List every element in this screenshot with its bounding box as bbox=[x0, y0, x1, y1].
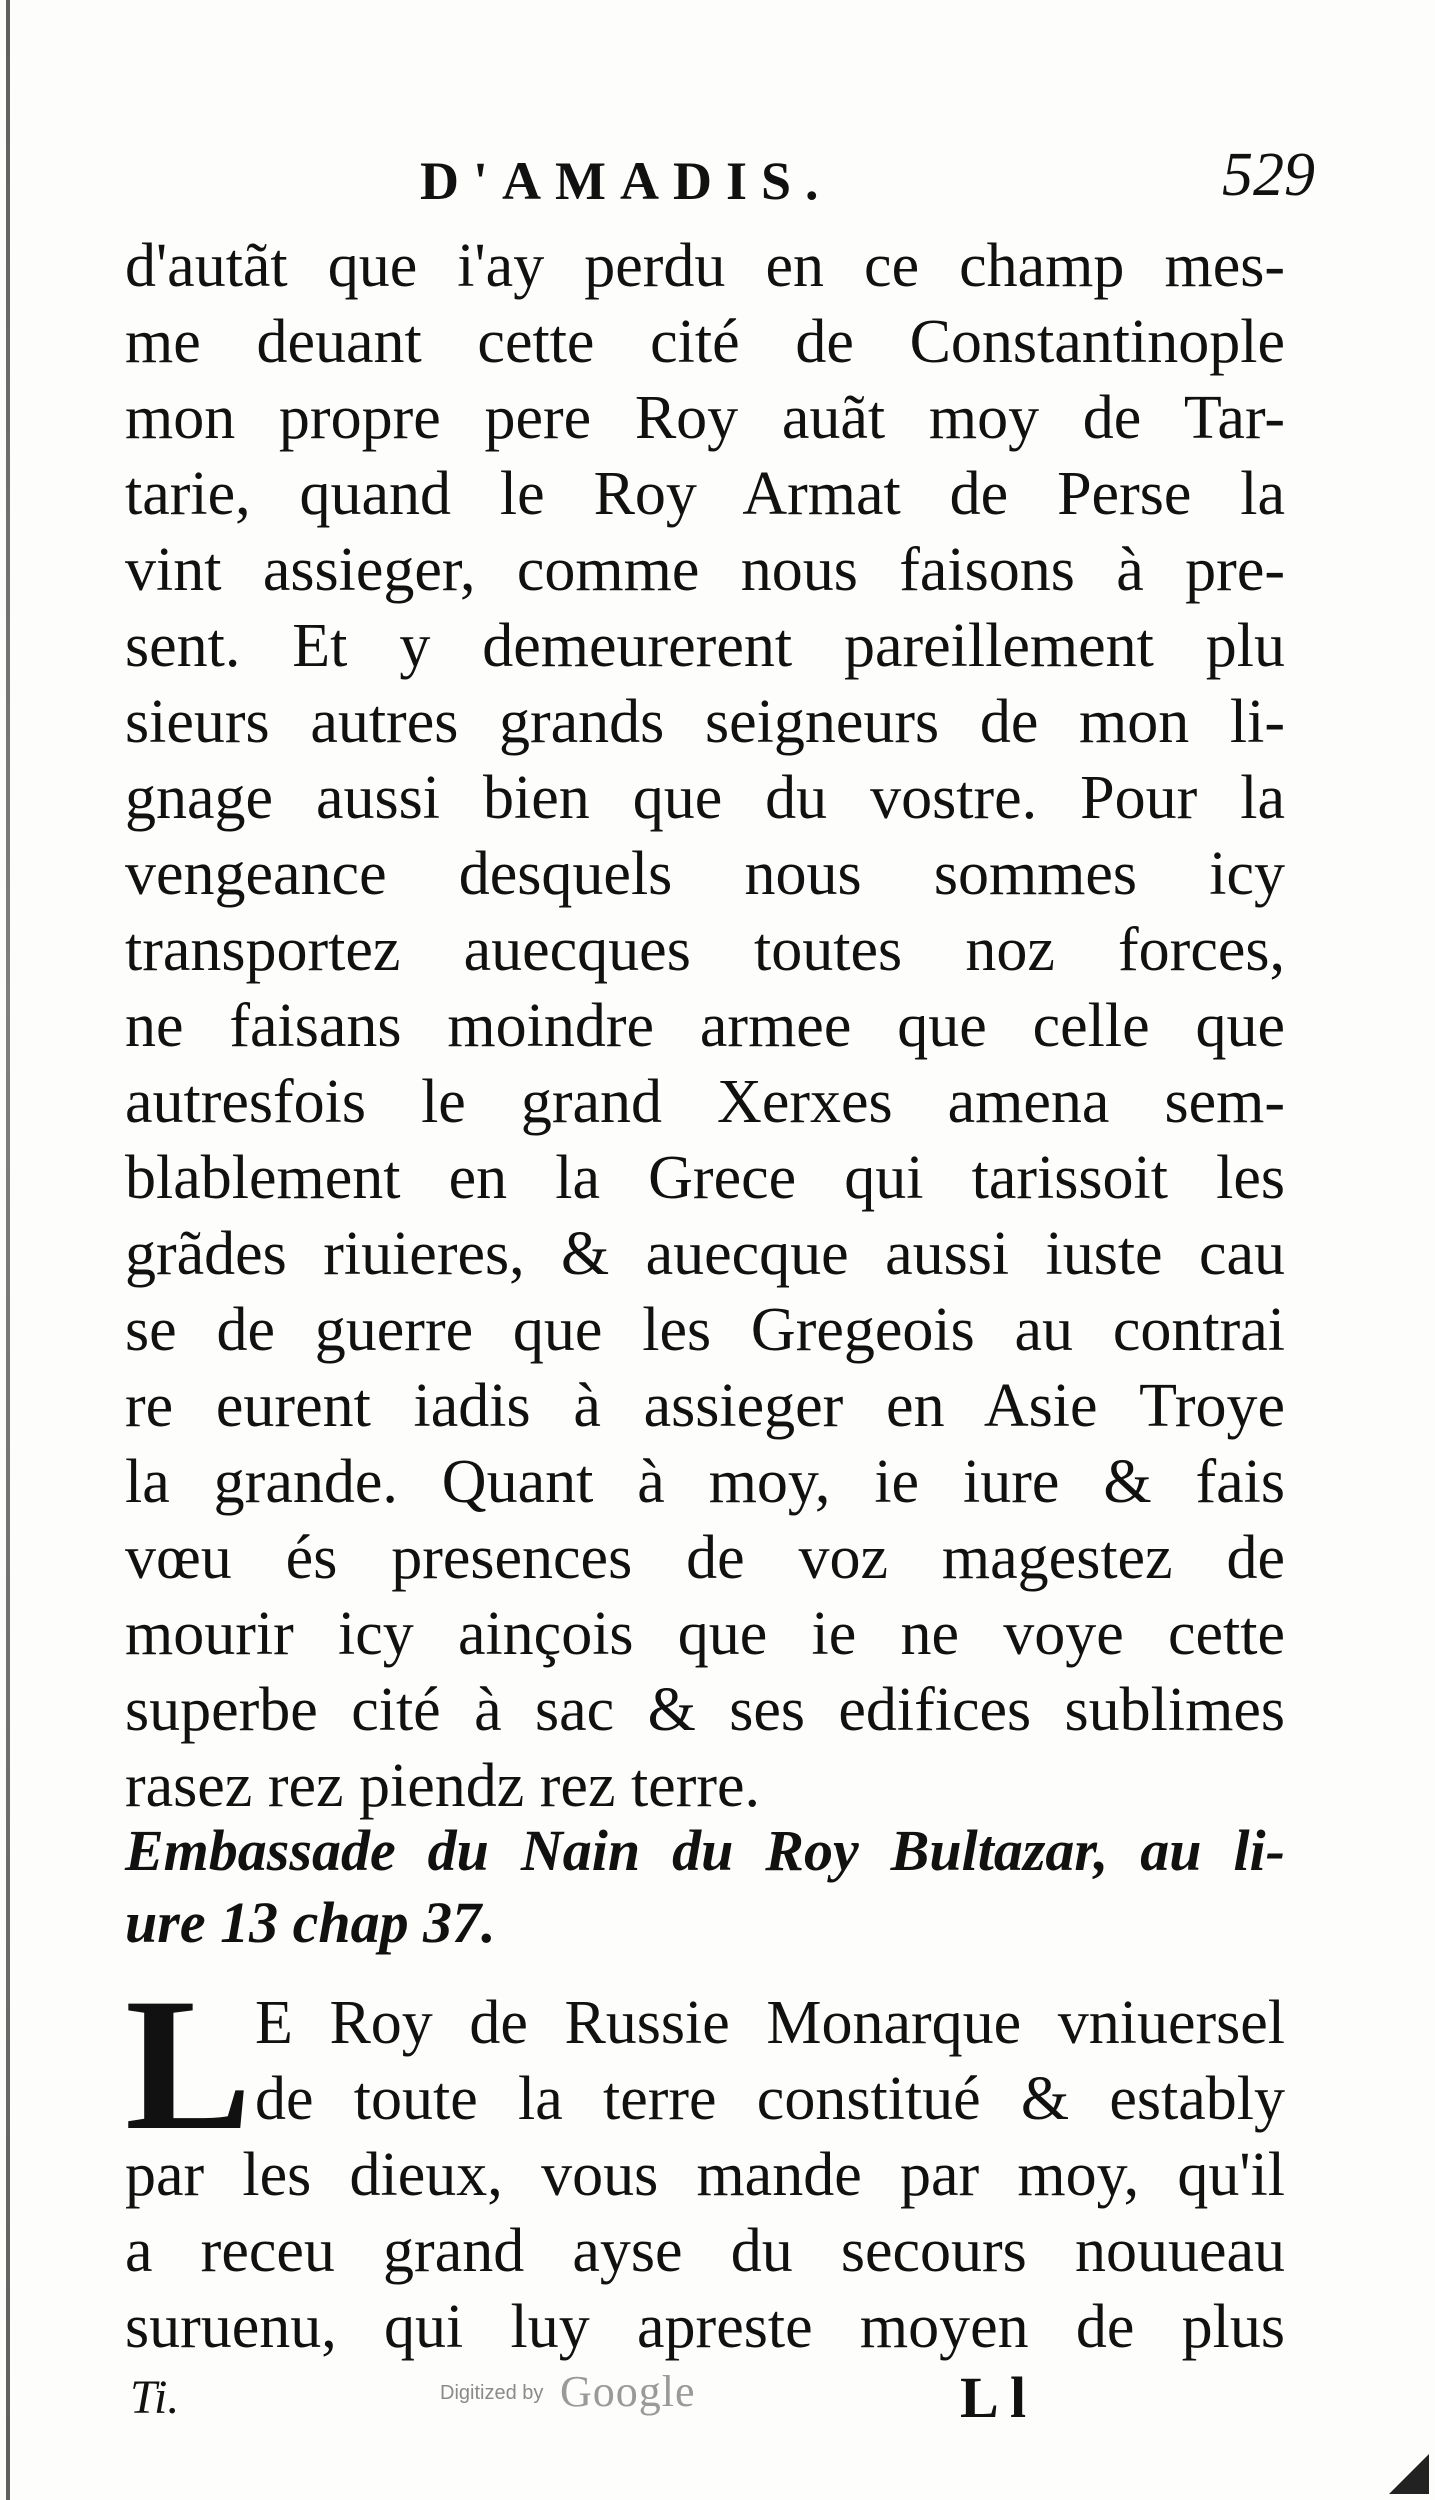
page-binding-edge bbox=[6, 0, 10, 2500]
text-line: re eurent iadis à assieger en Asie Troye bbox=[125, 1372, 1285, 1440]
text-line: la grande. Quant à moy, ie iure & fais bbox=[125, 1448, 1285, 1516]
text-line: vengeance desquels nous sommes icy bbox=[125, 840, 1285, 908]
text-line: autresfois le grand Xerxes amena sem- bbox=[125, 1068, 1285, 1136]
text-line: vœu és presences de voz magestez de bbox=[125, 1524, 1285, 1592]
catchword: Ti. bbox=[130, 2371, 180, 2424]
running-head: D'AMADIS. bbox=[420, 151, 833, 211]
text-line: mon propre pere Roy auãt moy de Tar- bbox=[125, 384, 1285, 452]
text-line: superbe cité à sac & ses edifices sublimes bbox=[125, 1676, 1285, 1744]
text-line: par les dieux, vous mande par moy, qu'il bbox=[125, 2141, 1285, 2209]
text-line: sent. Et y demeurerent pareillement plu bbox=[125, 612, 1285, 680]
digitized-by-label: Digitized by bbox=[440, 2382, 544, 2404]
text-line: d'autãt que i'ay perdu en ce champ mes- bbox=[125, 232, 1285, 300]
page-corner-icon bbox=[1389, 2454, 1429, 2494]
drop-capital: L bbox=[125, 1960, 252, 2170]
text-line: sieurs autres grands seigneurs de mon li- bbox=[125, 688, 1285, 756]
text-line: rasez rez piendz rez terre. bbox=[125, 1752, 761, 1820]
page-header bbox=[120, 141, 1320, 220]
text-line: blablement en la Grece qui tarissoit les bbox=[125, 1144, 1285, 1212]
rubric-line: ure 13 chap 37. bbox=[125, 1890, 496, 1955]
signature-mark: L l bbox=[960, 2365, 1027, 2430]
section-rubric bbox=[125, 1815, 1285, 1959]
rubric-line: Embassade du Nain du Roy Bultazar, au li- bbox=[125, 1818, 1285, 1883]
text-line: ne faisans moindre armee que celle que bbox=[125, 992, 1285, 1060]
google-watermark: Google bbox=[560, 2367, 696, 2416]
body-paragraph bbox=[125, 228, 1285, 1824]
text-line: a receu grand ayse du secours nouueau bbox=[125, 2217, 1285, 2285]
text-line: vint assieger, comme nous faisons à pre- bbox=[125, 536, 1285, 604]
text-line: tarie, quand le Roy Armat de Perse la bbox=[125, 460, 1285, 528]
text-line: se de guerre que les Gregeois au contrai bbox=[125, 1296, 1285, 1364]
text-line: transportez auecques toutes noz forces, bbox=[125, 916, 1285, 984]
page-number: 529 bbox=[1222, 141, 1315, 209]
text-line: grãdes riuieres, & auecque aussi iuste cau bbox=[125, 1220, 1285, 1288]
text-line: E Roy de Russie Monarque vniuersel bbox=[255, 1989, 1285, 2057]
text-line: suruenu, qui luy apreste moyen de plus bbox=[125, 2293, 1285, 2361]
text-line: me deuant cette cité de Constantinople bbox=[125, 308, 1285, 376]
text-line: de toute la terre constitué & estably bbox=[255, 2065, 1285, 2133]
text-line: gnage aussi bien que du vostre. Pour la bbox=[125, 764, 1285, 832]
section-paragraph bbox=[125, 1960, 1285, 2365]
text-line: mourir icy ainçois que ie ne voye cette bbox=[125, 1600, 1285, 1668]
page-footer bbox=[120, 2365, 1320, 2450]
